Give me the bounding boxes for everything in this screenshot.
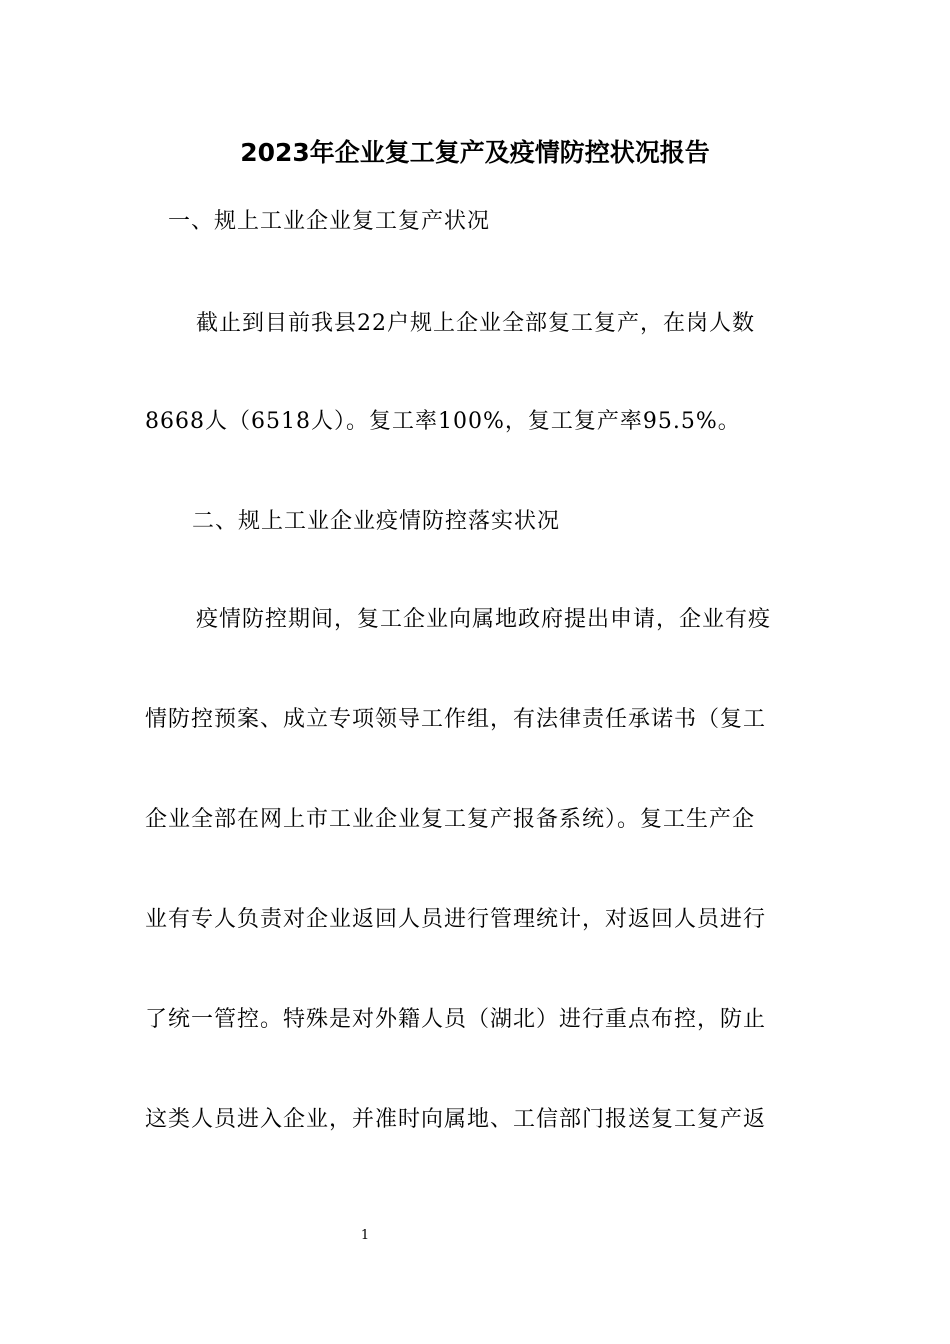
paragraph-line: 截止到目前我县22户规上企业全部复工复产，在岗人数 [196, 311, 755, 336]
paragraph-line: 企业全部在网上市工业企业复工复产报备系统）。复工生产企 [145, 807, 756, 832]
paragraph-line: 这类人员进入企业，并准时向属地、工信部门报送复工复产返 [145, 1107, 767, 1132]
section-heading-1: 一、规上工业企业复工复产状况 [168, 209, 491, 234]
section-heading-2: 二、规上工业企业疫情防控落实状况 [192, 509, 561, 534]
paragraph-line: 了统一管控。特殊是对外籍人员（湖北）进行重点布控，防止 [145, 1007, 767, 1032]
paragraph-line: 8668人（6518人）。复工率100%，复工复产率95.5%。 [145, 409, 741, 434]
paragraph-line: 业有专人负责对企业返回人员进行管理统计，对返回人员进行 [145, 907, 767, 932]
document-title: 2023年企业复工复产及疫情防控状况报告 [240, 138, 710, 167]
paragraph-line: 情防控预案、成立专项领导工作组，有法律责任承诺书（复工 [145, 707, 767, 732]
paragraph-line: 疫情防控期间，复工企业向属地政府提出申请，企业有疫 [196, 607, 772, 632]
page-number: 1 [360, 1228, 370, 1243]
